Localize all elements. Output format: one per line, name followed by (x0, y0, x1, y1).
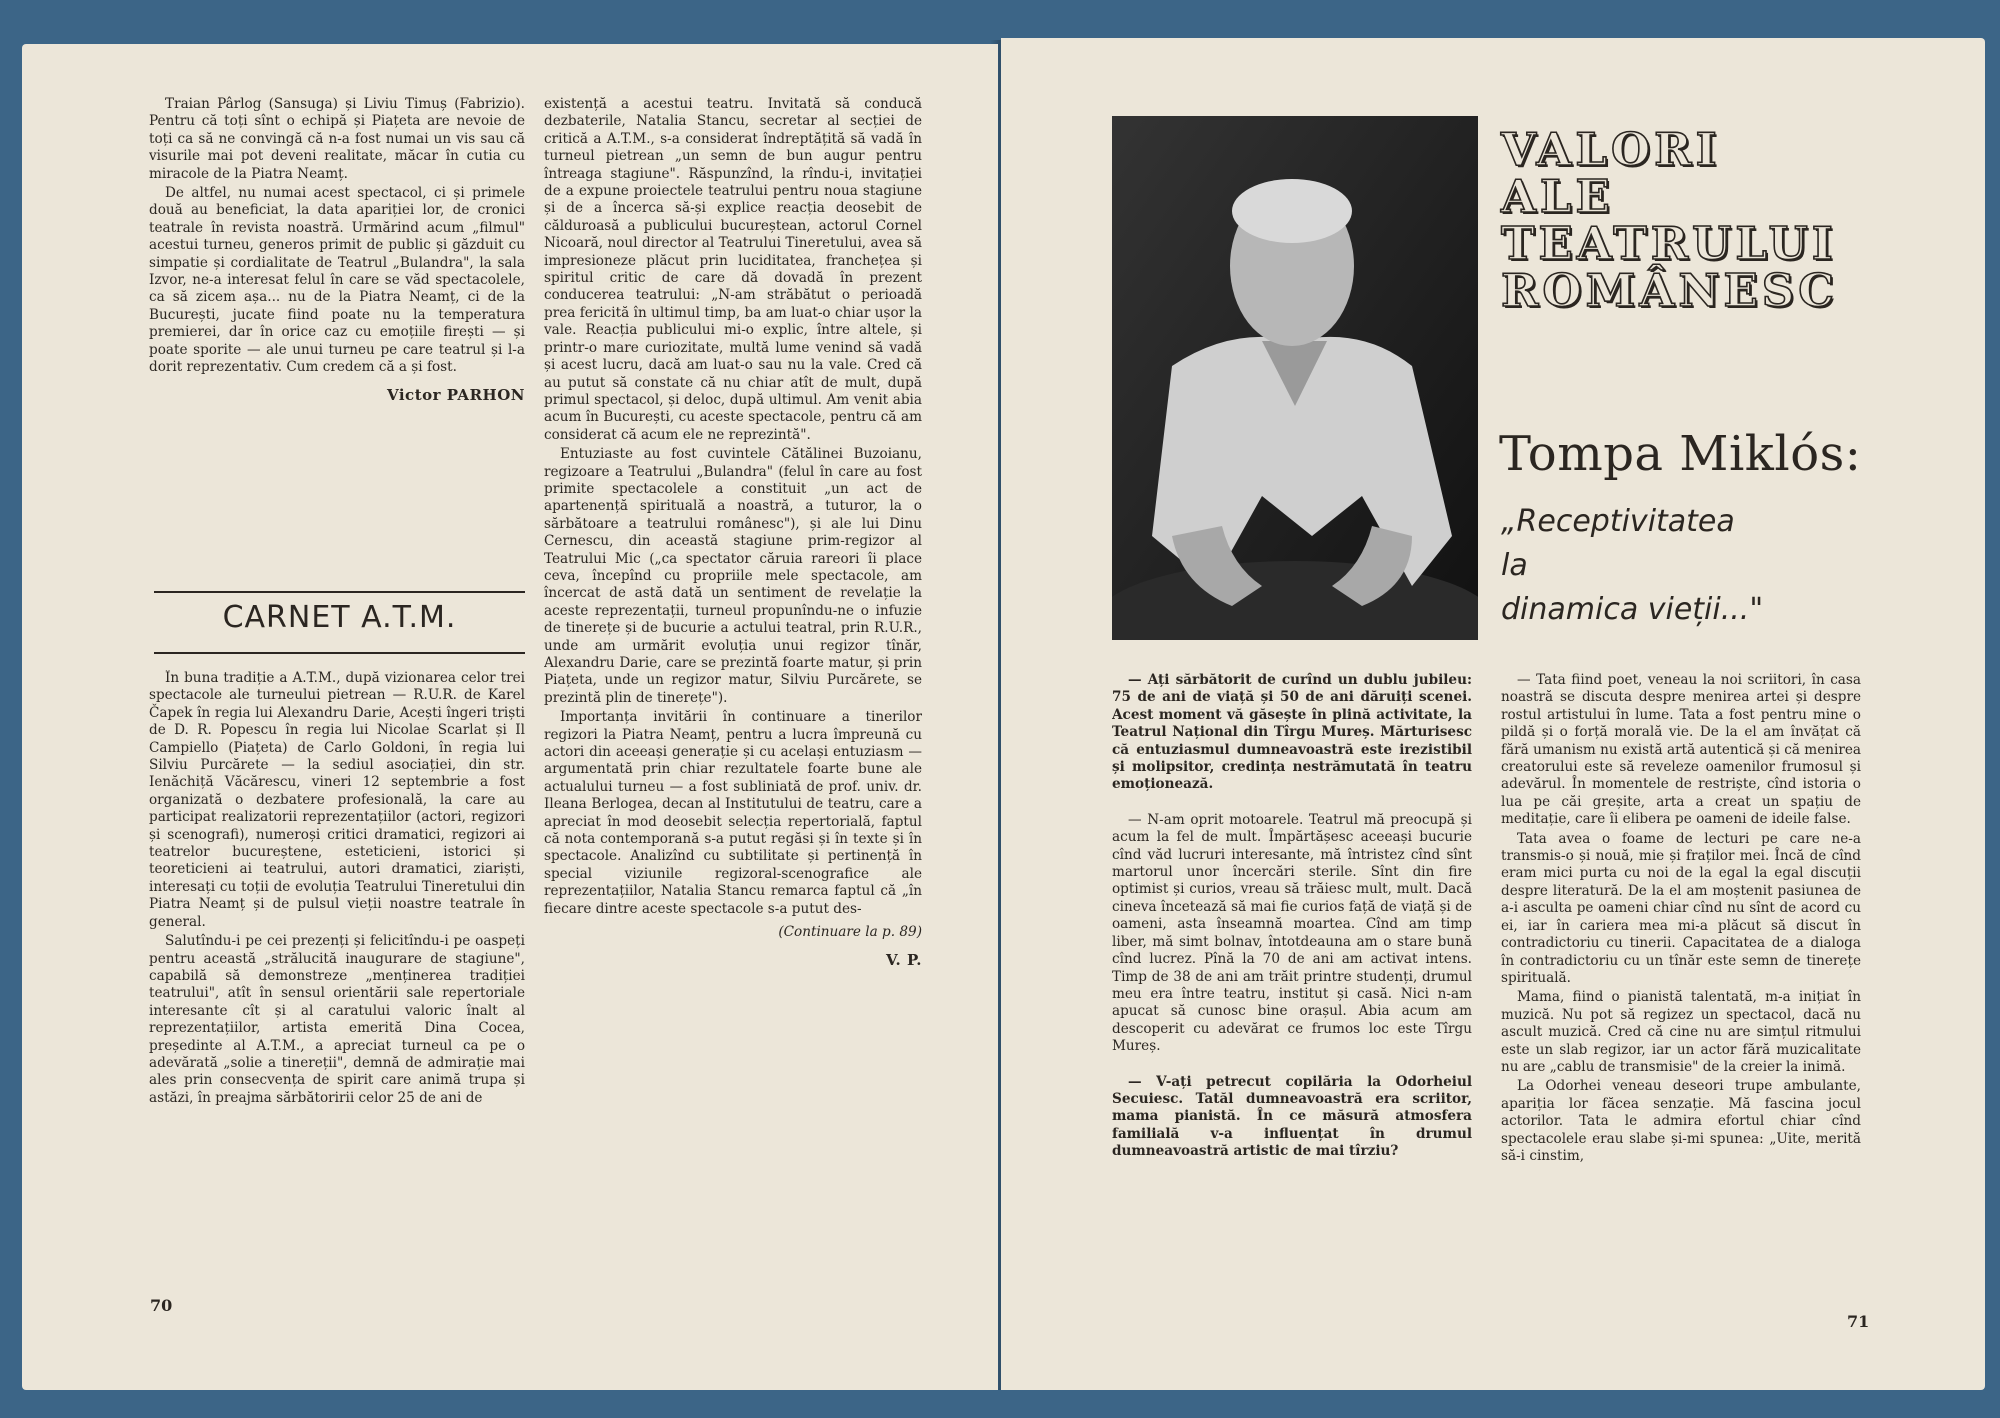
interview-question: — Ați sărbătorit de curînd un dublu jubileu: 75 de ani de viață și 50 de ani dăruiți scenei. Acest moment vă găsește în plină activitate, la Teatrul Național din Tîrgu Mureș. Mărturisesc că entuziasmul dumneavoastră este irezistibil și molipsitor, credința nestrămutată în teatru emoționează. (1112, 672, 1472, 793)
paragraph: — Tata fiind poet, veneau la noi scriitori, în casa noastră se discuta despre menirea artei și despre rostul artistului în lume. Tata a fost pentru mine o pildă și o forță morală vie. De la el am învățat că fără umanism nu există artă autentică și că menirea creatorului este să reveleze oamenilor frumosul și adevărul. În momentele de restriște, cînd istoria o lua pe căi greșite, arta a creat un spațiu de meditație, care îi elibera pe oameni de ideile false. (1501, 672, 1861, 828)
left-page (22, 44, 998, 1390)
paragraph: Traian Pârlog (Sansuga) și Liviu Timuș (Fabrizio). Pentru că toți sînt o echipă și Piațeta are nevoie de toți ca să ne convingă că n-a fost numai un vis sau că visurile mai pot deveni realitate, măcar în cutia cu miracole de la Piatra Neamț. (149, 96, 525, 182)
section-heading: CARNET A.T.M. (222, 600, 457, 635)
paragraph: Entuziaste au fost cuvintele Cătălinei Buzoianu, regizoare a Teatrului „Bulandra" (felul în care au fost primite spectacolele a constituit „un act de apartenență spirituală a noastră, a tuturor, la o sărbătoare a teatrului românesc"), și ale lui Dinu Cernescu, din această stagiune prim-regizor al Teatrului Mic („ca spectator căruia rareori îi place ceva, începînd cu propriile mele spectacole, am încercat de astă dată un sentiment de revelație la aceste reprezentații, turneul propunîndu-ne o infuzie de tinerețe și de bucurie a actului teatral, prin R.U.R., unde am urmărit evoluția unui regizor tînăr, Alexandru Darie, care se prezintă foarte matur, și prin Piațeta, unde un regizor matur, Silviu Purcărete, se prezintă plin de tinerețe"). (544, 446, 922, 706)
continuation-note: (Continuare la p. 89) (778, 924, 922, 941)
paragraph: Mama, fiind o pianistă talentată, m-a inițiat în muzică. Nu pot să regizez un spectacol, dacă nu ascult muzică. Cred că cine nu are simțul ritmului este un slab regizor, iar un actor fără muzicalitate nu are „cablu de transmisie" de la creier la inimă. (1501, 989, 1861, 1075)
page-number: 71 (1847, 1312, 1870, 1331)
section-title-line: ROMÂNESC (1501, 264, 1839, 317)
section-title-line: TEATRULUI (1501, 217, 1837, 270)
paragraph: În buna tradiție a A.T.M., după vizionarea celor trei spectacole ale turneului pietrean — R.U.R. de Karel Čapek în regia lui Alexandru Darie, Acești îngeri triști de D. R. Popescu în regia lui Nicolae Scarlat și Il Campiello (Piațeta) de Carlo Goldoni, în regia lui Silviu Purcărete — la sediul asociației, din str. Ienăchiță Văcărescu, vineri 12 septembrie a fost organizată o dezbatere profesională, la care au participat realizatorii reprezentațiilor (actori, regizori și scenografi), numeroși critici dramatici, regizori ai teatrelor bucureștene, esteticieni, istorici și teoreticieni ai teatrului, autori dramatici, ziariști, interesați cu toții de evoluția Teatrului Tineretului din Piatra Neamț și de pulsul vieții noastre teatrale în general. (149, 670, 525, 930)
right-column-2 (1501, 672, 1861, 1332)
portrait-photo-icon (1112, 116, 1478, 640)
section-title (1501, 123, 1961, 317)
article-subtitle (1501, 500, 1921, 632)
section-title-line: VALORI (1501, 123, 1721, 176)
subtitle-line: dinamica vieții..." (1501, 592, 1764, 627)
right-page (1001, 38, 1985, 1390)
interview-question: — V-ați petrecut copilăria la Odorheiul Secuiesc. Tatăl dumneavoastră era scriitor, mama pianistă. În ce măsură atmosfera familială v-a influențat în drumul dumneavoastră artistic de mai tîrziu? (1112, 1073, 1472, 1160)
section-title-line: ALE (1501, 170, 1614, 223)
paragraph: La Odorhei veneau deseori trupe ambulante, apariția lor făcea senzație. Mă fascina jocul actorilor. Tata le admira efortul chiar cînd spectacolele erau slabe și-mi spunea: „Uite, merită să-i cinstim, (1501, 1078, 1861, 1164)
paragraph: Tata avea o foame de lecturi pe care ne-a transmis-o și nouă, mie și fraților mei. Încă de cînd eram mici purta cu noi de la egal la egal discuții despre literatură. De la el am moștenit pasiunea de a-i asculta pe oameni chiar cînd nu sînt de acord cu ei, iar în cariera mea mi-a plăcut să discut în contradictoriu cu tinerii. Capacitatea de a dialoga în contradictoriu cu un tînăr este semn de tinerețe spirituală. (1501, 830, 1861, 986)
subtitle-line: la (1501, 548, 1528, 583)
subtitle-line: „Receptivitatea (1501, 504, 1735, 539)
paragraph: Salutîndu-i pe cei prezenți și felicitîndu-i pe oaspeți pentru această „strălucită inaugurare de stagiune", capabilă să demonstreze „menținerea tradiției teatrului", atît în sensul orientării sale repertoriale interesante cît și al caratului valoric înalt al reprezentațiilor, artista emerită Dina Cocea, președinte al A.T.M., a apreciat turneul ca pe o adevărată „solie a tinereții", demnă de admirație mai ales prin consecvența de spirit care animă trupa și astăzi, în preajma sărbătoririi celor 25 de ani de (149, 933, 525, 1106)
page-number: 70 (150, 1296, 173, 1315)
left-column-1-top (149, 96, 525, 566)
divider-bottom (154, 652, 525, 654)
paragraph: Importanța invitării în continuare a tinerilor regizori la Piatra Neamț, pentru a lucra împreună cu actori din aceeași generație și cu același entuziasm — argumentată prin chiar rezultatele foarte bune ale actualului turneu — a fost subliniată de prof. univ. dr. Ileana Berlogea, decan al Institutului de teatru, care a apreciat în mod deosebit selecția repertorială, faptul că nota contemporană s-a putut regăsi și în texte și în spectacole. Analizînd cu subtilitate și pertinență în special viziunile regizoral-scenografice ale reprezentațiilor, Natalia Stancu remarca faptul că „în fiecare dintre aceste spectacole s-a putut des- (544, 709, 922, 917)
interviewee-name: Tompa Miklós: (1499, 426, 1862, 482)
interview-answer: — N-am oprit motoarele. Teatrul mă preocupă și acum la fel de mult. Împărtășesc aceeași bucurie cînd văd lucruri interesante, mă întristez cînd sînt martorul unor încercări sterile. Sînt din fire optimist și curios, vreau să trăiesc mult, mult. Dacă cineva încetează să mai fie curios față de viață și de oameni, asta înseamnă moartea. Cînd am timp liber, mă simt bolnav, întotdeauna am o stare bună cînd lucrez. Pînă la 70 de ani am activat intens. Timp de 38 de ani am trăit printre studenți, drumul meu era între teatru, institut și casă. Nici n-am apucat să cunosc bine orașul. Abia acum am descoperit cu adevărat ce frumos loc este Tîrgu Mureș. (1112, 811, 1472, 1055)
paragraph: existență a acestui teatru. Invitată să conducă dezbaterile, Natalia Stancu, secretar al secției de critică a A.T.M., s-a considerat îndreptățită să vadă în turneul pietrean „un semn de bun augur pentru întreaga stagiune". Răspunzînd, la rîndu-i, invitației de a expune proiectele teatrului pentru noua stagiune și de a încerca să-și explice reacția deosebit de călduroasă a publicului bucureștean, actorul Cornel Nicoară, noul director al Teatrului Tineretului, avea să impresioneze plăcut prin luciditatea, franchețea și spiritul critic de care dă dovadă în prezent conducerea teatrului: „N-am străbătut o perioadă prea fericită în ultimul timp, ba am luat-o chiar ușor la vale. Reacția publicului mi-o explic, între altele, și printr-o mare curiozitate, multă lume venind să vadă și acest lucru, dacă am luat-o sau nu la vale. Cred că au putut să constate că nu chiar atît de mult, după primul spectacol, și deloc, după ultimul. Am venit abia acum în București, cu aceste spectacole, pentru că am considerat că acum ele ne reprezintă". (544, 96, 922, 443)
right-column-1 (1112, 672, 1472, 1332)
divider-top (154, 591, 525, 593)
paragraph: De altfel, nu numai acest spectacol, ci și primele două au beneficiat, la data apariției lor, de cronici teatrale în revista noastră. Urmărind acum „filmul" acestui turneu, generos primit de public și găzduit cu simpatie și cordialitate de Teatrul „Bulandra", la sala Izvor, ne-a interesat felul în care se văd spectacolele, ca să zicem așa... nu de la Piatra Neamț, ci de la București, jucate fiind poate nu la temperatura premierei, dar în orice caz cu emoțiile firești — și poate sporite — ale unui turneu pe care teatrul și l-a dorit reprezentativ. Cum credem că a și fost. (149, 185, 525, 376)
left-column-1-bottom (149, 670, 525, 1316)
author-signature: V. P. (886, 950, 922, 969)
left-column-2 (544, 96, 922, 1328)
author-signature: Victor PARHON (386, 385, 525, 404)
